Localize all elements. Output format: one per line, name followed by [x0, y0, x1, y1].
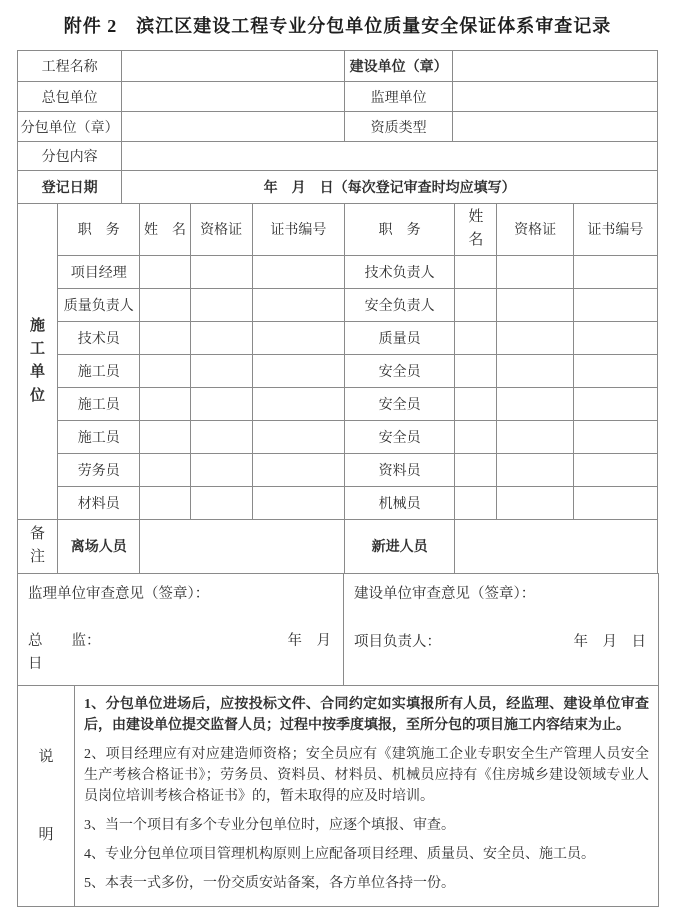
- input-cell: [190, 288, 252, 321]
- input-cell: [190, 453, 252, 486]
- notes-content-cell: [75, 685, 659, 906]
- supervision-unit-label: 监理单位: [345, 82, 453, 112]
- supervision-unit-value-cell: [453, 82, 658, 112]
- general-contractor-value-cell: [122, 82, 345, 112]
- input-cell: [140, 354, 190, 387]
- role-cell: 施工员: [58, 420, 140, 453]
- input-cell: [190, 420, 252, 453]
- project-name-value-cell: [122, 51, 345, 82]
- input-cell: [252, 321, 344, 354]
- input-cell: [140, 321, 190, 354]
- role-cell: 质量员: [345, 321, 455, 354]
- input-cell: [573, 387, 657, 420]
- role-cell: 劳务员: [58, 453, 140, 486]
- personnel-row: [18, 420, 658, 453]
- input-cell: [573, 288, 657, 321]
- notes-row: [18, 685, 659, 906]
- review-table: [17, 573, 659, 686]
- role-cell: 技术员: [58, 321, 140, 354]
- supervision-sign-block: [28, 629, 331, 673]
- review-row: [18, 573, 659, 685]
- construction-review-title: 建设单位审查意见（签章）：: [354, 585, 536, 602]
- input-cell: [252, 255, 344, 288]
- input-cell: [455, 255, 497, 288]
- construction-review-cell: [344, 573, 659, 685]
- input-cell: [497, 420, 573, 453]
- personnel-row: [18, 255, 658, 288]
- general-contractor-label: 总包单位: [18, 82, 122, 112]
- role-cell: 安全员: [345, 420, 455, 453]
- header-position-right: 职 务: [345, 204, 455, 256]
- departed-personnel-value-cell: [140, 519, 345, 573]
- input-cell: [140, 255, 190, 288]
- input-cell: [455, 288, 497, 321]
- construction-date-label: 年 月 日: [573, 633, 646, 650]
- personnel-row: [18, 387, 658, 420]
- input-cell: [455, 453, 497, 486]
- input-cell: [252, 288, 344, 321]
- role-cell: 资料员: [345, 453, 455, 486]
- remark-label: 备注: [30, 525, 46, 565]
- form-sheet: [17, 50, 658, 907]
- info-row-project: [18, 51, 658, 82]
- notes-label: 说明: [38, 748, 54, 843]
- chief-supervisor-label: 总 监：: [28, 632, 101, 649]
- construction-unit-group-cell: [18, 204, 58, 520]
- input-cell: [573, 453, 657, 486]
- role-cell: 安全员: [345, 387, 455, 420]
- supervision-date-label: 年 月: [287, 632, 331, 649]
- personnel-row: [18, 288, 658, 321]
- subcontract-content-value-cell: [122, 142, 658, 171]
- input-cell: [497, 354, 573, 387]
- input-cell: [252, 387, 344, 420]
- construction-unit-label: 建设单位（章）: [345, 51, 453, 82]
- input-cell: [140, 387, 190, 420]
- input-cell: [140, 486, 190, 519]
- input-cell: [497, 321, 573, 354]
- remark-row: [18, 519, 658, 573]
- role-cell: 机械员: [345, 486, 455, 519]
- subcontractor-label: 分包单位（章）: [18, 112, 122, 142]
- registration-date-value: 年 月 日（每次登记审查时均应填写）: [122, 171, 658, 204]
- input-cell: [140, 420, 190, 453]
- header-name-right-label: 姓名: [468, 209, 484, 249]
- input-cell: [190, 321, 252, 354]
- input-cell: [455, 387, 497, 420]
- input-cell: [455, 420, 497, 453]
- role-cell: 安全员: [345, 354, 455, 387]
- construction-sign-block: [354, 630, 646, 653]
- input-cell: [497, 486, 573, 519]
- input-cell: [455, 354, 497, 387]
- note-item-5: 5、本表一式多份，一份交质安站备案，各方单位各持一份。: [84, 875, 455, 891]
- header-cert-number-left: 证书编号: [252, 204, 344, 256]
- input-cell: [573, 255, 657, 288]
- header-cert-number-right: 证书编号: [573, 204, 657, 256]
- new-personnel-label: 新进人员: [345, 519, 455, 573]
- qualification-type-value-cell: [453, 112, 658, 142]
- input-cell: [497, 453, 573, 486]
- role-cell: 材料员: [58, 486, 140, 519]
- info-row-subcontractor: [18, 112, 658, 142]
- supervision-date-wrap: 日: [28, 655, 43, 672]
- input-cell: [455, 321, 497, 354]
- input-cell: [252, 420, 344, 453]
- personnel-row: [18, 486, 658, 519]
- personnel-row: [18, 453, 658, 486]
- input-cell: [190, 255, 252, 288]
- departed-personnel-label: 离场人员: [58, 519, 140, 573]
- input-cell: [140, 288, 190, 321]
- project-name-label: 工程名称: [18, 51, 122, 82]
- input-cell: [252, 486, 344, 519]
- input-cell: [190, 354, 252, 387]
- document-title: 附件 2 滨江区建设工程专业分包单位质量安全保证体系审查记录: [63, 16, 612, 36]
- input-cell: [190, 486, 252, 519]
- note-item-1: 1、分包单位进场后，应按投标文件、合同约定如实填报所有人员，经监理、建设单位审查后，由建设单位提交监督人员；过程中按季度填报，至所分包的项目施工内容结束为止。: [84, 696, 649, 733]
- supervision-review-cell: [18, 573, 344, 685]
- note-item-2: 2、项目经理应有对应建造师资格；安全员应有《建筑施工企业专职安全生产管理人员安全生产考核合格证书》；劳务员、资料员、材料员、机械员应持有《住房城乡建设领域专业人员岗位培训考核合格证书》的，暂未取得的应及时培训。: [84, 746, 649, 804]
- input-cell: [252, 354, 344, 387]
- header-certificate-right: 资格证: [497, 204, 573, 256]
- registration-date-label: 登记日期: [18, 171, 122, 204]
- personnel-table: [17, 203, 658, 574]
- header-certificate-left: 资格证: [190, 204, 252, 256]
- input-cell: [497, 288, 573, 321]
- header-name-left: 姓 名: [140, 204, 190, 256]
- note-item-3: 3、当一个项目有多个专业分包单位时，应逐个填报、审查。: [84, 817, 455, 833]
- project-leader-label: 项目负责人：: [354, 633, 441, 650]
- role-cell: 施工员: [58, 354, 140, 387]
- input-cell: [573, 486, 657, 519]
- role-cell: 技术负责人: [345, 255, 455, 288]
- personnel-header-row: [18, 204, 658, 256]
- input-cell: [252, 453, 344, 486]
- notes-table: [17, 685, 659, 907]
- supervision-review-title: 监理单位审查意见（签章）：: [28, 585, 210, 602]
- construction-unit-group-label: 施工单位: [30, 317, 46, 404]
- input-cell: [497, 387, 573, 420]
- note-item-4: 4、专业分包单位项目管理机构原则上应配备项目经理、质量员、安全员、施工员。: [84, 846, 595, 862]
- input-cell: [573, 354, 657, 387]
- info-row-subcontract-content: [18, 142, 658, 171]
- personnel-row: [18, 354, 658, 387]
- role-cell: 质量负责人: [58, 288, 140, 321]
- info-table: [17, 50, 658, 204]
- role-cell: 项目经理: [58, 255, 140, 288]
- input-cell: [190, 387, 252, 420]
- input-cell: [573, 420, 657, 453]
- remark-group-cell: [18, 519, 58, 573]
- info-row-general-contractor: [18, 82, 658, 112]
- header-name-right: [455, 204, 497, 256]
- construction-unit-value-cell: [453, 51, 658, 82]
- role-cell: 施工员: [58, 387, 140, 420]
- input-cell: [455, 486, 497, 519]
- new-personnel-value-cell: [455, 519, 658, 573]
- subcontractor-value-cell: [122, 112, 345, 142]
- role-cell: 安全负责人: [345, 288, 455, 321]
- info-row-registration-date: [18, 171, 658, 204]
- input-cell: [497, 255, 573, 288]
- notes-group-cell: [18, 685, 75, 906]
- input-cell: [573, 321, 657, 354]
- subcontract-content-label: 分包内容: [18, 142, 122, 171]
- personnel-row: [18, 321, 658, 354]
- qualification-type-label: 资质类型: [345, 112, 453, 142]
- input-cell: [140, 453, 190, 486]
- header-position-left: 职 务: [58, 204, 140, 256]
